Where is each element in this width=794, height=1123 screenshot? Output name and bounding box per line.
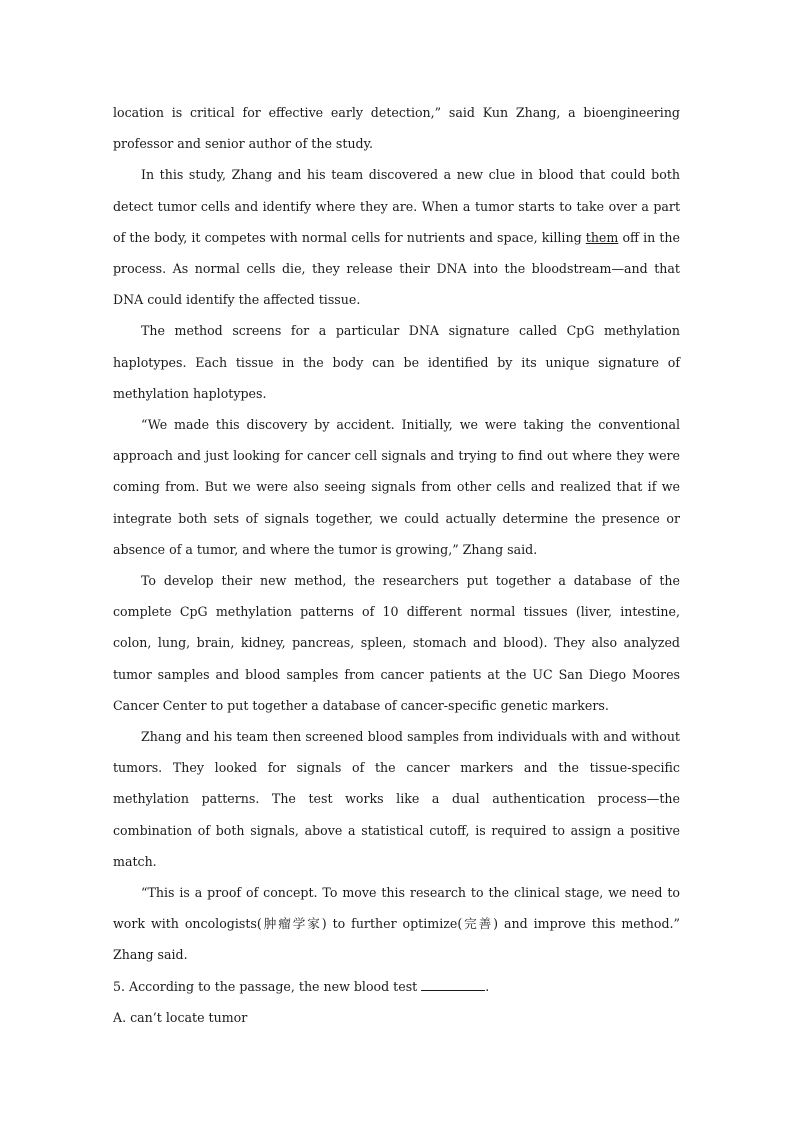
answer-blank [421, 976, 485, 991]
paragraph-2-text-a: In this study, Zhang and his team discovered a new clue in blood that could both detect tumor cells and identify where they are. When a tumor starts to take over a part of the body, it competes with normal cells for nutrients and space, killing [113, 167, 680, 245]
paragraph-7: “This is a proof of concept. To move this research to the clinical stage, we need to work with oncologists(肿瘤学家) to further optimize(完善) and improve this method.” Zhang said. [113, 885, 680, 963]
underlined-word-them: them [585, 229, 619, 245]
paragraph-2 [113, 159, 680, 315]
paragraph-2-text-b: off in the process. As normal cells die, they release their DNA into the bloodstream—and that DNA could identify the affected tissue. [113, 229, 680, 308]
question-stem-end: . [485, 978, 490, 994]
paragraph-3: The method screens for a particular DNA signature called CpG methylation haplotypes. Each tissue in the body can be identified by its unique signature of methylation haplotypes. [113, 323, 680, 401]
paragraph-5: To develop their new method, the researchers put together a database of the complete CpG methylation patterns of 10 different normal tissues (liver, intestine, colon, lung, brain, kidney, pancreas, spleen, stomach and blood). They also analyzed tumor samples and blood samples from cancer patients at the UC San Diego Moores Cancer Center to put together a database of cancer-specific genetic markers. [113, 573, 680, 713]
paragraph-6: Zhang and his team then screened blood samples from individuals with and without tumors. They looked for signals of the cancer markers and the tissue-specific methylation patterns. The test works like a dual authentication process—the combination of both signals, above a statistical cutoff, is required to assign a positive match. [113, 729, 680, 869]
question-5-stem [113, 971, 680, 1002]
question-stem-text: 5. According to the passage, the new blood test [113, 978, 422, 994]
passage-body [113, 97, 680, 1033]
paragraph-4: “We made this discovery by accident. Initially, we were taking the conventional approach and just looking for cancer cell signals and trying to find out where they were coming from. But we were also seeing signals from other cells and realized that if we integrate both sets of signals together, we could actually determine the presence or absence of a tumor, and where the tumor is growing,” Zhang said. [113, 417, 680, 557]
paragraph-1: location is critical for effective early detection,” said Kun Zhang, a bioengineering professor and senior author of the study. [113, 105, 680, 152]
option-a: A. can’t locate tumor [113, 1009, 248, 1025]
